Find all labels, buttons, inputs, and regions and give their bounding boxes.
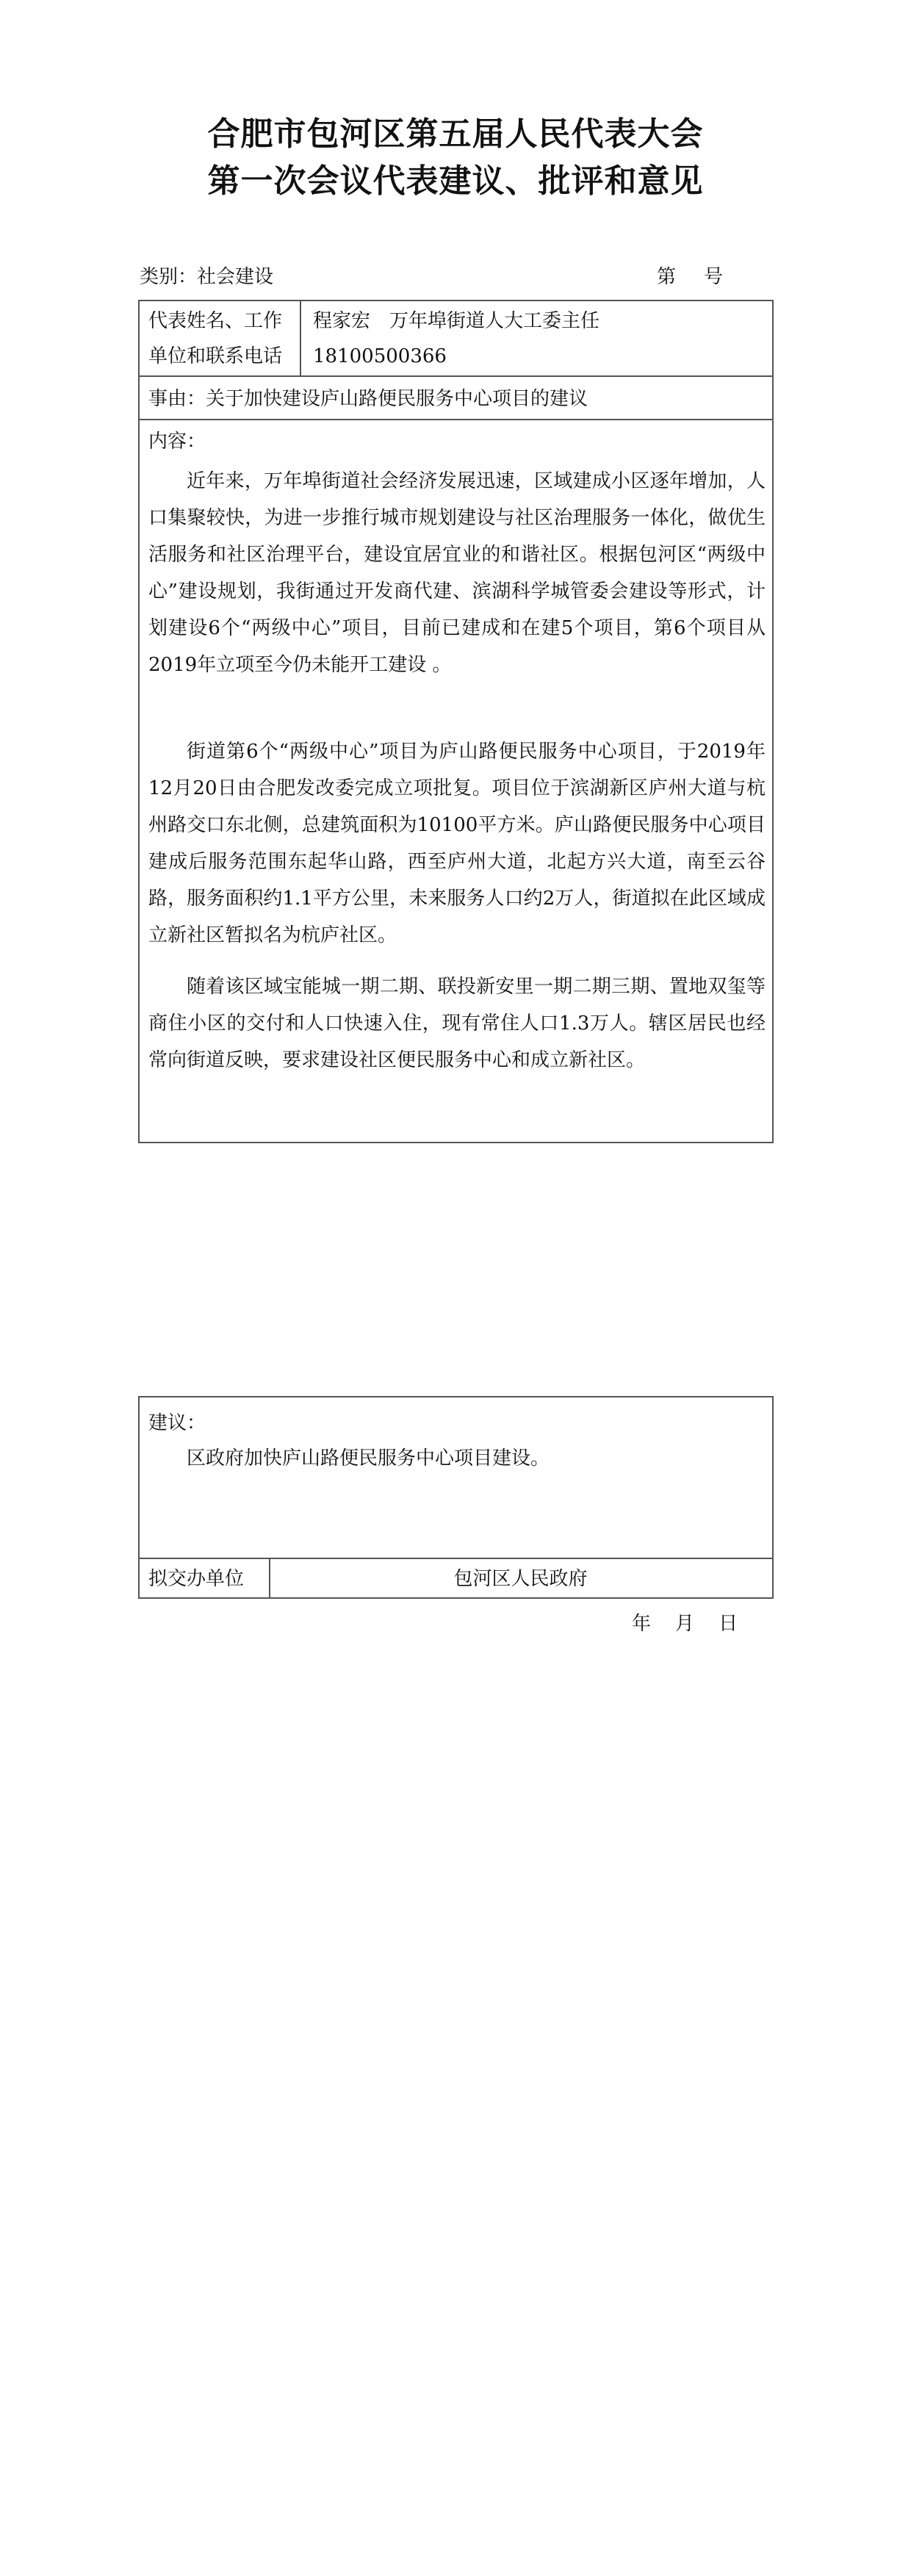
- main-form-table: [138, 300, 774, 1143]
- content-paragraph-1: 近年来，万年埠街道社会经济发展迅速，区域建成小区逐年增加，人口集聚较快，为进一步推行城市规划建设与社区治理服务一体化，做优生活服务和社区治理平台，建设宜居宜业的和谐社区。根据包河区“两级中心”建设规划，我街通过开发商代建、滨湖科学城管委会建设等形式，计划建设6个“两级中心”项目，目前已建成和在建5个项目，第6个项目从2019年立项至今仍未能开工建设 。: [148, 470, 766, 676]
- rep-label-line1: 代表姓名、工作: [148, 310, 283, 332]
- rep-column-divider: [300, 301, 301, 375]
- row-divider: [140, 1558, 772, 1559]
- content-paragraph-3: 随着该区域宝能城一期二期、联投新安里一期二期三期、置地双玺等商住小区的交付和人口快速入住，现有常住人口1.3万人。辖区居民也经常向街道反映，要求建设社区便民服务中心和成立新社区。: [148, 976, 766, 1071]
- number-label: 第号: [656, 266, 751, 288]
- suggestion-text: 区政府加快庐山路便民服务中心项目建设。: [187, 1447, 550, 1469]
- row-divider: [140, 419, 772, 420]
- content-paragraph-2: 街道第6个“两级中心”项目为庐山路便民服务中心项目，于2019年12月20日由合肥发改委完成立项批复。项目位于滨湖新区庐州大道与杭州路交口东北侧，总建筑面积为10100平方米。庐山路便民服务中心项目建成后服务范围东起华山路，西至庐州大道，北起方兴大道，南至云谷路，服务面积约1.1平方公里，未来服务人口约2万人，街道拟在此区域成立新社区暂拟名为杭庐社区。: [148, 741, 766, 946]
- content-label: 内容：: [148, 431, 206, 453]
- rep-phone: 18100500366: [313, 345, 447, 367]
- handling-unit: 包河区人民政府: [453, 1568, 588, 1590]
- document-title-line2: 第一次会议代表建议、批评和意见: [207, 162, 704, 200]
- document-title-line1: 合肥市包河区第五届人民代表大会: [207, 115, 704, 153]
- date-line: 年 月 日: [632, 1613, 738, 1635]
- subject-text: 事由：关于加快建设庐山路便民服务中心项目的建议: [148, 388, 588, 410]
- meta-row: [140, 262, 773, 292]
- handling-label: 拟交办单位: [148, 1568, 245, 1590]
- rep-label-line2: 单位和联系电话: [148, 345, 283, 367]
- rep-name-title: 程家宏 万年埠街道人大工委主任: [313, 310, 600, 332]
- suggestion-label: 建议：: [148, 1412, 206, 1434]
- row-divider: [140, 375, 772, 377]
- category-label: 类别：社会建设: [140, 266, 274, 288]
- suggestion-table: [138, 1396, 774, 1599]
